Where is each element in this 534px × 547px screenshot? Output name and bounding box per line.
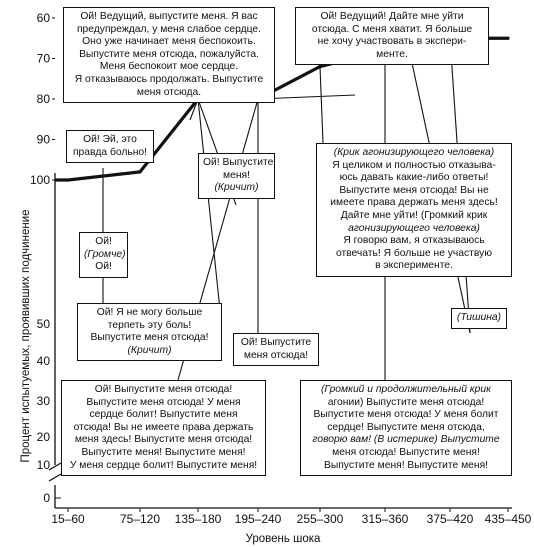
annotation-a2 (295, 7, 489, 65)
annotation-line: (Кричит) (214, 182, 259, 194)
annotation-a11 (300, 380, 512, 476)
annotation-line: (Громкий и продолжительный крик (321, 384, 491, 395)
annotation-line: предупреждал, у меня слабое сердце. (76, 23, 261, 35)
annotation-line: меня отсюда. (136, 86, 202, 98)
annotation-a8 (233, 333, 319, 366)
annotation-line: юсь давать какие-либо ответы! (339, 172, 489, 184)
annotation-line: правда больно! (72, 146, 148, 158)
annotation-line: в эксперименте. (375, 260, 453, 272)
annotation-line: отсюда. С меня хватит. Я больше (311, 23, 473, 35)
annotation-line: (Громче) (84, 248, 126, 260)
x-tick-label: 375–420 (426, 512, 474, 526)
annotation-line: Выпустите меня отсюда! У меня (86, 396, 241, 408)
annotation-line: Выпустите меня! Выпустите меня! (81, 446, 246, 458)
annotation-line: Ой! Ведущий, выпустите меня. Я вас (80, 11, 258, 22)
x-tick-label: 315–360 (361, 512, 409, 526)
axis-break-mark (49, 463, 61, 481)
y-tick-label: 40 (36, 354, 50, 368)
annotation-line: Оно уже начинает меня беспокоить. (82, 36, 256, 48)
annotation-line: (Тишина) (456, 312, 502, 323)
x-tick-labels (51, 512, 531, 526)
annotation-line: Я говорю вам, я отказываюсь (343, 235, 485, 247)
annotation-line: отвечать! Я больше не участвую (335, 247, 493, 259)
annotation-line: Ой! Эй, это (83, 134, 137, 145)
annotation-line: Ой! Выпустите (240, 337, 312, 348)
annotation-line: отсюда! Вы не имеете права держать (73, 421, 254, 433)
y-tick-label: 30 (36, 394, 50, 408)
annotation-line: У меня сердце болит! Выпустите меня! (69, 459, 258, 471)
annotation-line: (Кричит) (127, 344, 172, 356)
annotation-line: не хочу участвовать в экспери- (317, 36, 467, 48)
annotation-line: Выпустите меня отсюда! Вы не (339, 184, 489, 196)
annotation-line: Я отказываюсь продолжать. Выпустите (74, 73, 264, 85)
annotation-line: менте. (376, 48, 408, 60)
annotation-line: терпеть эту боль! (107, 319, 192, 331)
y-tick-label: 80 (36, 92, 50, 106)
x-tick-label: 135–180 (174, 512, 222, 526)
annotation-line: сердце! Выпустите меня отсюда, (327, 421, 485, 433)
annotation-a7 (77, 303, 222, 361)
x-tick-label: 195–240 (234, 512, 282, 526)
data-point (66, 178, 69, 181)
annotation-line: Выпустите меня отсюда! У меня болит (313, 409, 499, 421)
y-tick-label: 10 (36, 458, 50, 472)
annotation-line: Выпустите меня! Выпустите меня! (323, 459, 489, 471)
x-tick-label: 75–120 (119, 512, 161, 526)
annotation-line: Ой! (95, 261, 112, 273)
annotation-a9 (451, 308, 507, 329)
y-tick-label: 60 (36, 11, 50, 25)
annotation-line: (Крик агонизирующего человека) (333, 147, 495, 158)
annotation-line: имеете права держать меня здесь! (330, 197, 498, 209)
annotation-line: меня отсюда! Выпустите меня! (332, 446, 480, 458)
annotation-line: сердце болит! Выпустите меня (89, 409, 238, 421)
annotation-line: Дайте мне уйти! (Громкий крик (340, 209, 488, 221)
annotation-line: агонизирующего человека) (348, 222, 480, 234)
data-point (506, 37, 509, 40)
y-tick-label: 70 (36, 51, 50, 66)
annotation-line: Ой! Выпустите (203, 157, 274, 168)
y-tick-label: 0 (43, 491, 50, 505)
annotation-line: Выпустите меня отсюда! (90, 332, 209, 344)
annotation-line: меня здесь! Выпустите меня отсюда! (74, 434, 253, 446)
annotation-line: меня отсюда! (243, 349, 309, 361)
y-tick-label: 90 (36, 132, 50, 147)
annotation-line: Меня беспокоит мое сердце. (99, 61, 239, 73)
x-tick-label: 15–60 (51, 512, 85, 526)
annotation-line: Ой! Выпустите меня отсюда! (94, 384, 233, 395)
annotation-line: Ой! Ведущий! Дайте мне уйти (320, 11, 464, 22)
y-axis-title: Процент испытуемых, проявивших подчинение (20, 209, 32, 463)
annotation-line: Я целиком и полностью отказыва- (332, 159, 496, 171)
data-point (138, 170, 141, 173)
annotation-line: Ой! (95, 236, 112, 247)
annotation-a5 (79, 232, 128, 278)
data-point (318, 65, 321, 68)
annotation-a10 (61, 380, 266, 476)
annotation-a6 (316, 143, 512, 277)
y-tick-label: 100 (29, 173, 50, 187)
annotation-a3 (66, 130, 154, 163)
x-tick-label: 255–300 (296, 512, 344, 526)
annotation-line: Выпустите меня отсюда, пожалуйста. (79, 48, 259, 60)
x-tick-label: 435–450 (484, 512, 532, 526)
y-tick-label: 50 (36, 317, 50, 331)
annotation-a1 (63, 7, 275, 103)
annotation-line: Ой! Я не могу больше (96, 307, 203, 318)
y-tick-labels (30, 11, 50, 505)
annotation-line: агонии) Выпустите меня отсюда! (327, 396, 485, 408)
annotation-line: меня! (223, 169, 250, 181)
y-tick-label: 20 (36, 430, 50, 444)
annotation-a4 (198, 153, 275, 199)
x-axis-title: Уровень шока (245, 533, 321, 545)
annotation-line: говорю вам! (В истерике) Выпустите (312, 434, 500, 446)
